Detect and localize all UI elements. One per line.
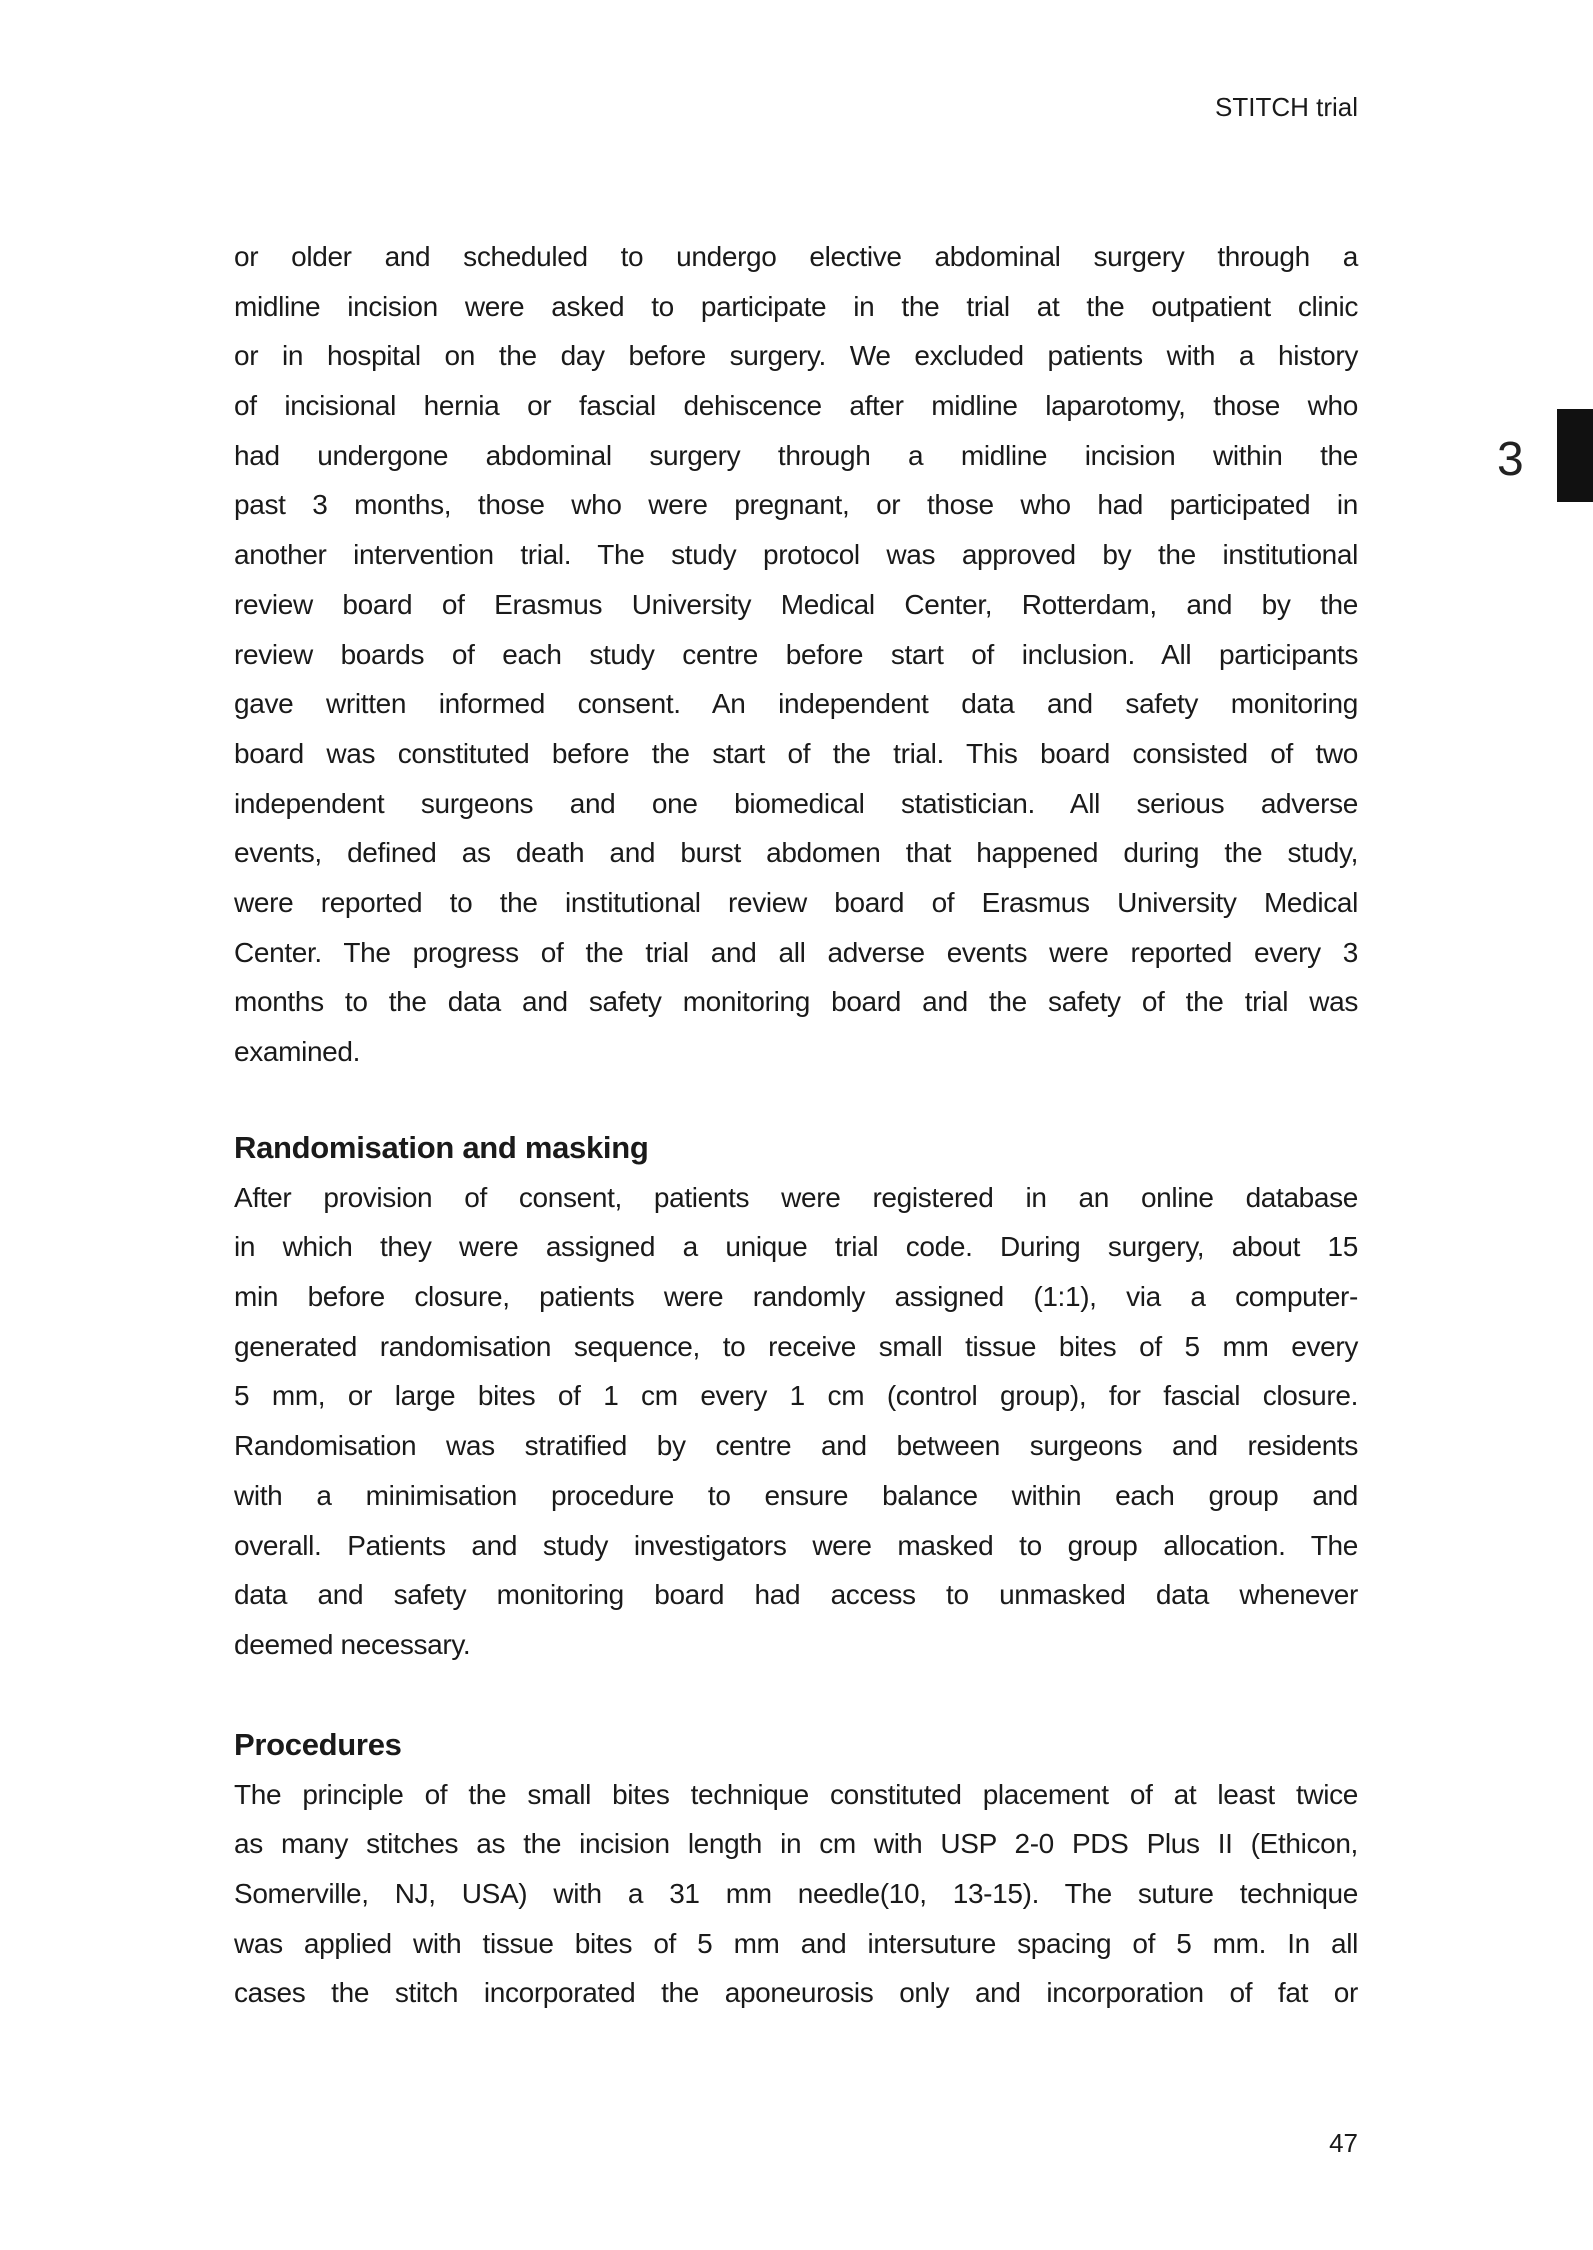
section-randomisation — [234, 1123, 1358, 1670]
text-line: generated randomisation sequence, to receive small tissue bites of 5 mm every — [234, 1330, 1358, 1362]
text-line: deemed necessary. — [234, 1628, 471, 1660]
text-line: After provision of consent, patients were registered in an online database — [234, 1181, 1358, 1213]
running-header: STITCH trial — [1215, 92, 1358, 122]
text-line: overall. Patients and study investigators were masked to group allocation. The — [234, 1529, 1358, 1561]
text-line: midline incision were asked to participate in the trial at the outpatient clinic — [234, 290, 1358, 322]
text-line: past 3 months, those who were pregnant, or those who had participated in — [234, 489, 1358, 521]
text-line: examined. — [234, 1036, 361, 1067]
text-line: cases the stitch incorporated the aponeurosis only and incorporation of fat or — [234, 1977, 1358, 2009]
text-line: was applied with tissue bites of 5 mm and intersuture spacing of 5 mm. In all — [234, 1927, 1358, 1959]
text-line: Somerville, NJ, USA) with a 31 mm needle(10, 13-15). The suture technique — [234, 1878, 1358, 1910]
text-line: review boards of each study centre before start of inclusion. All participants — [234, 638, 1358, 670]
text-line: in which they were assigned a unique trial code. During surgery, about 15 — [234, 1231, 1358, 1263]
paragraph-procedures — [234, 1770, 1358, 2018]
text-line: The principle of the small bites technique constituted placement of at least twice — [234, 1778, 1358, 1810]
text-line: gave written informed consent. An independent data and safety monitoring — [234, 688, 1358, 720]
text-line: data and safety monitoring board had access to unmasked data whenever — [234, 1579, 1358, 1611]
chapter-thumb-tab — [1557, 409, 1593, 502]
paragraph-eligibility — [234, 232, 1358, 1077]
text-line: Center. The progress of the trial and all adverse events were reported every 3 — [234, 936, 1358, 968]
text-line: of incisional hernia or fascial dehiscence after midline laparotomy, those who — [234, 390, 1358, 422]
text-line: another intervention trial. The study protocol was approved by the institutional — [234, 539, 1358, 571]
text-line: review board of Erasmus University Medical Center, Rotterdam, and by the — [234, 588, 1358, 620]
text-line: board was constituted before the start of the trial. This board consisted of two — [234, 737, 1358, 769]
text-line: or older and scheduled to undergo elective abdominal surgery through a — [234, 241, 1358, 272]
text-line: with a minimisation procedure to ensure balance within each group and — [234, 1479, 1358, 1511]
section-procedures — [234, 1720, 1358, 2018]
text-line: as many stitches as the incision length in cm with USP 2-0 PDS Plus II (Ethicon, — [234, 1828, 1358, 1860]
section-heading: Procedures — [234, 1727, 402, 1762]
text-line: independent surgeons and one biomedical statistician. All serious adverse — [234, 787, 1358, 819]
paragraph-randomisation — [234, 1173, 1358, 1670]
text-line: or in hospital on the day before surgery. We excluded patients with a history — [234, 340, 1358, 372]
page-number: 47 — [1329, 2128, 1358, 2158]
text-line: 5 mm, or large bites of 1 cm every 1 cm (control group), for fascial closure. — [234, 1380, 1358, 1412]
text-line: min before closure, patients were randomly assigned (1:1), via a computer- — [234, 1281, 1358, 1313]
text-line: months to the data and safety monitoring board and the safety of the trial was — [234, 986, 1358, 1018]
text-line: events, defined as death and burst abdomen that happened during the study, — [234, 837, 1358, 869]
text-line: had undergone abdominal surgery through a midline incision within the — [234, 439, 1358, 471]
section-heading: Randomisation and masking — [234, 1130, 649, 1165]
chapter-number: 3 — [1497, 433, 1524, 486]
text-line: were reported to the institutional review board of Erasmus University Medical — [234, 886, 1358, 918]
text-line: Randomisation was stratified by centre and between surgeons and residents — [234, 1430, 1358, 1462]
